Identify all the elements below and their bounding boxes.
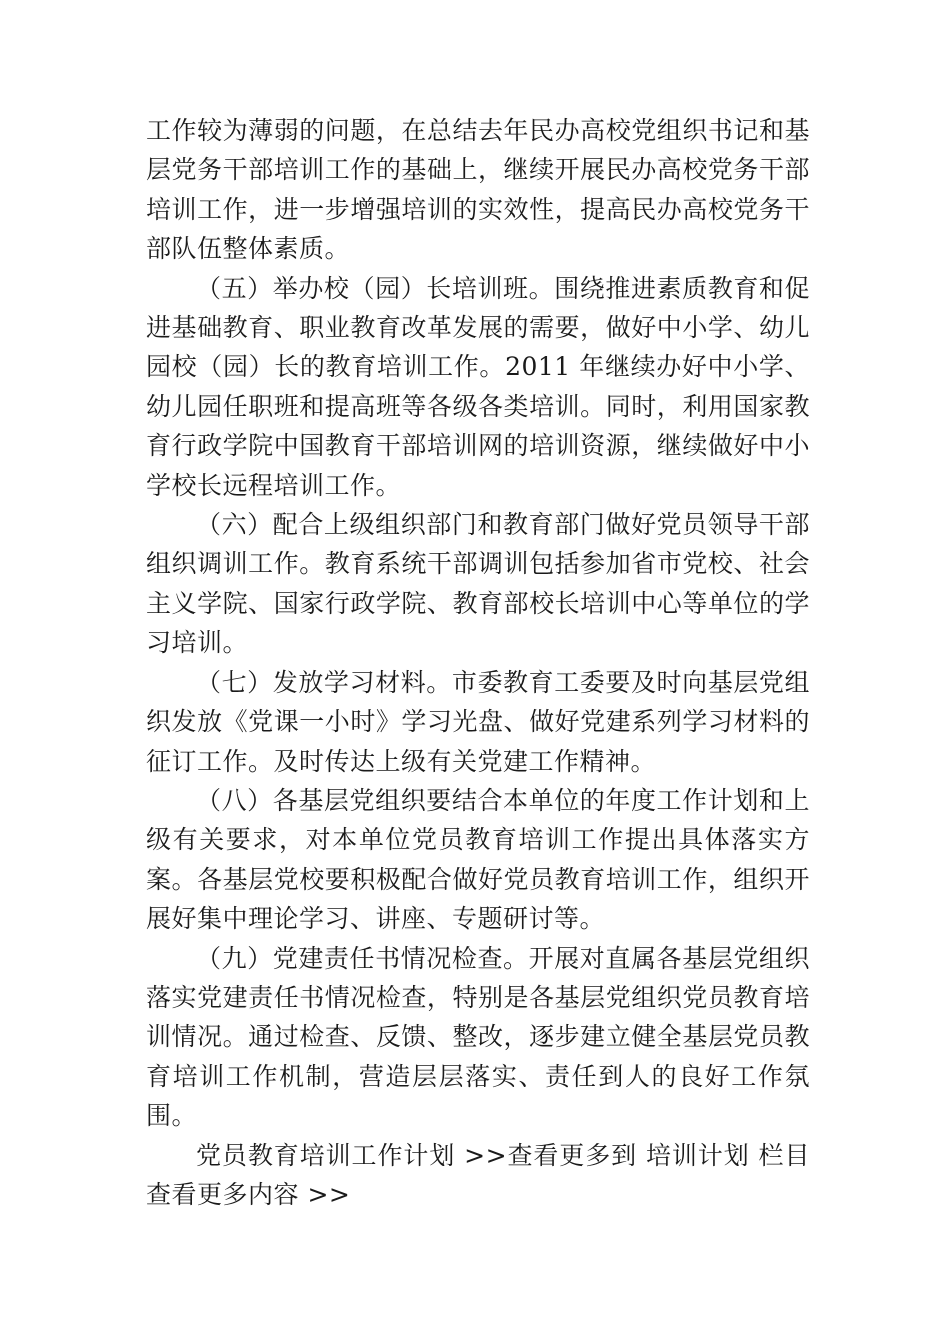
paragraph-item-8: （八）各基层党组织要结合本单位的年度工作计划和上级有关要求，对本单位党员教育培训工作提出具体落实方案。各基层党校要积极配合做好党员教育培训工作，组织开展好集中理论学习、讲座、专题研讨等。: [146, 785, 810, 934]
paragraph-item-5: （五）举办校（园）长培训班。围绕推进素质教育和促进基础教育、职业教育改革发展的需要，做好中小学、幼儿园校（园）长的教育培训工作。2011 年继续办好中小学、幼儿园任职班和提高班等各级各类培训。同时，利用国家教育行政学院中国教育干部培训网的培训资源，继续做好中小学校长远程培训工作。: [146, 273, 810, 500]
paragraph-item-7: （七）发放学习材料。市委教育工委要及时向基层党组织发放《党课一小时》学习光盘、做好党建系列学习材料的征订工作。及时传达上级有关党建工作精神。: [146, 667, 810, 776]
column-suffix: 栏目: [758, 1140, 810, 1170]
view-more-link[interactable]: >>查看更多到: [464, 1140, 638, 1170]
paragraph-intro-continued: 工作较为薄弱的问题，在总结去年民办高校党组织书记和基层党务干部培训工作的基础上，继续开展民办高校党务干部培训工作，进一步增强培训的实效性，提高民办高校党务干部队伍整体素质。: [146, 116, 810, 264]
paragraph-item-9: （九）党建责任书情况检查。开展对直属各基层党组织落实党建责任书情况检查，特别是各基层党组织党员教育培训情况。通过检查、反馈、整改，逐步建立健全基层党员教育培训工作机制，营造层层落实、责任到人的良好工作氛围。: [146, 943, 810, 1131]
view-more-content-link[interactable]: 查看更多内容 >>: [146, 1179, 351, 1209]
paragraph-item-6: （六）配合上级组织部门和教育部门做好党员领导干部组织调训工作。教育系统干部调训包括参加省市党校、社会主义学院、国家行政学院、教育部校长培训中心等单位的学习培训。: [146, 510, 810, 658]
document-page: [146, 111, 810, 1214]
footer-related-links: [146, 1136, 810, 1215]
training-plan-column-link[interactable]: 培训计划: [645, 1140, 750, 1170]
footer-title: 党员教育培训工作计划: [196, 1140, 456, 1170]
